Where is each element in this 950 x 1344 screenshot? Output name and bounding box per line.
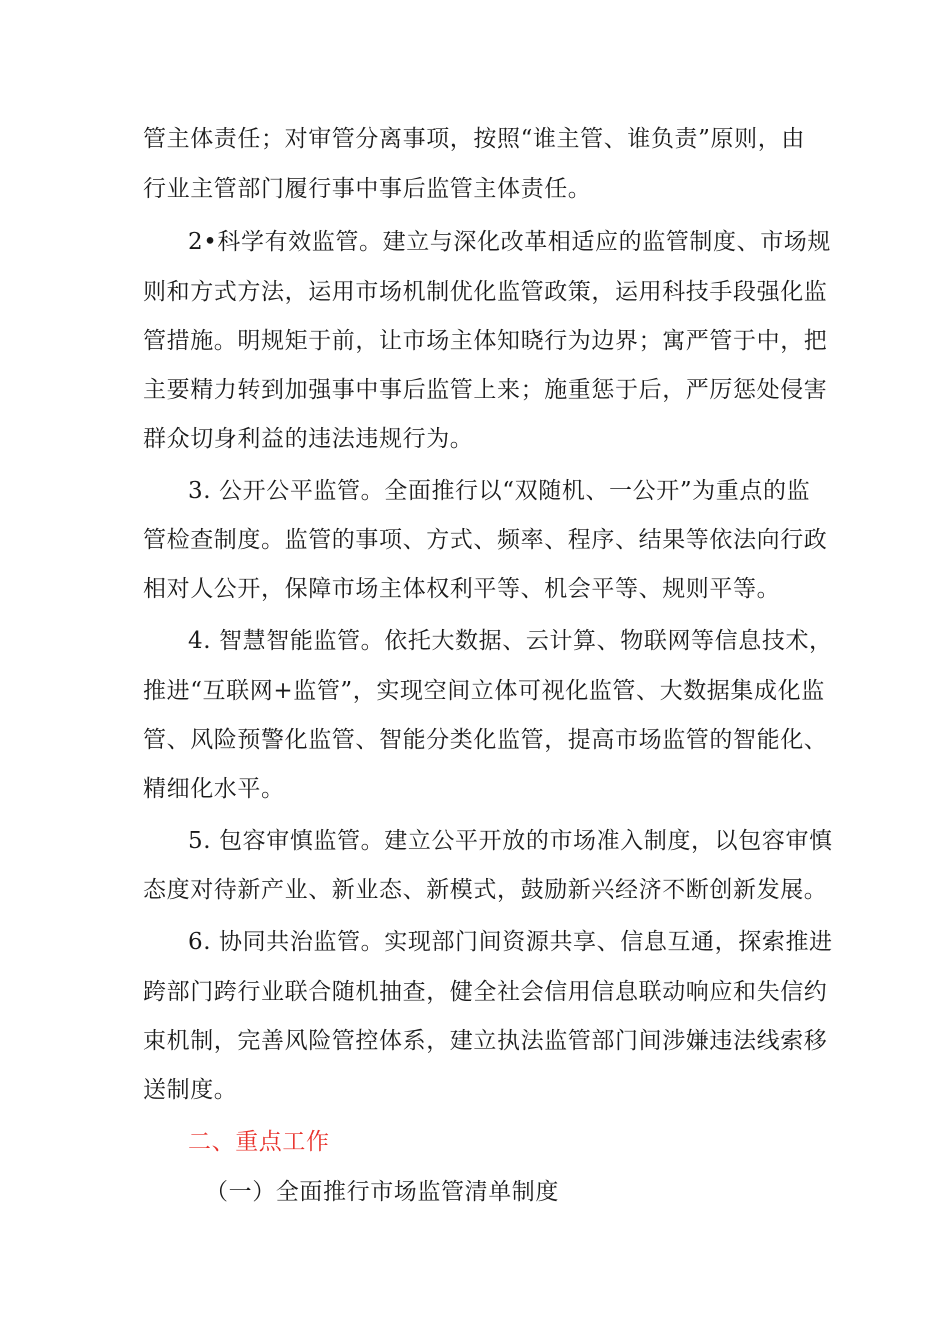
paragraph-line: 跨部门跨行业联合随机抽查，健全社会信用信息联动响应和失信约 <box>143 979 828 1005</box>
paragraph-line: 4. 智慧智能监管。依托大数据、云计算、物联网等信息技术， <box>188 628 833 654</box>
subsection-heading: （一）全面推行市场监管清单制度 <box>205 1179 559 1205</box>
paragraph-line: 2•科学有效监管。建立与深化改革相适应的监管制度、市场规 <box>188 229 831 255</box>
paragraph-line: 束机制，完善风险管控体系，建立执法监管部门间涉嫌违法线索移 <box>143 1028 828 1054</box>
paragraph-line: 管主体责任；对审管分离事项，按照“谁主管、谁负责”原则，由 <box>143 126 805 152</box>
paragraph-line: 精细化水平。 <box>143 776 285 802</box>
paragraph-line: 相对人公开，保障市场主体权利平等、机会平等、规则平等。 <box>143 576 781 602</box>
section-heading: 二、重点工作 <box>188 1129 330 1155</box>
paragraph-line: 3. 公开公平监管。全面推行以“双随机、一公开”为重点的监 <box>188 478 811 504</box>
paragraph-line: 管措施。明规矩于前，让市场主体知晓行为边界；寓严管于中，把 <box>143 328 828 354</box>
paragraph-line: 6. 协同共治监管。实现部门间资源共享、信息互通，探索推进 <box>188 929 833 955</box>
paragraph-line: 5. 包容审慎监管。建立公平开放的市场准入制度，以包容审慎 <box>188 828 833 854</box>
paragraph-line: 行业主管部门履行事中事后监管主体责任。 <box>143 176 592 202</box>
paragraph-line: 主要精力转到加强事中事后监管上来；施重惩于后，严厉惩处侵害 <box>143 377 828 403</box>
paragraph-line: 送制度。 <box>143 1077 238 1103</box>
paragraph-line: 管、风险预警化监管、智能分类化监管，提高市场监管的智能化、 <box>143 727 828 753</box>
paragraph-line: 管检查制度。监管的事项、方式、频率、程序、结果等依法向行政 <box>143 527 828 553</box>
paragraph-line: 则和方式方法，运用市场机制优化监管政策，运用科技手段强化监 <box>143 279 828 305</box>
paragraph-line: 推进“互联网+监管”，实现空间立体可视化监管、大数据集成化监 <box>143 678 825 704</box>
paragraph-line: 群众切身利益的违法违规行为。 <box>143 426 474 452</box>
paragraph-line: 态度对待新产业、新业态、新模式，鼓励新兴经济不断创新发展。 <box>143 877 828 903</box>
